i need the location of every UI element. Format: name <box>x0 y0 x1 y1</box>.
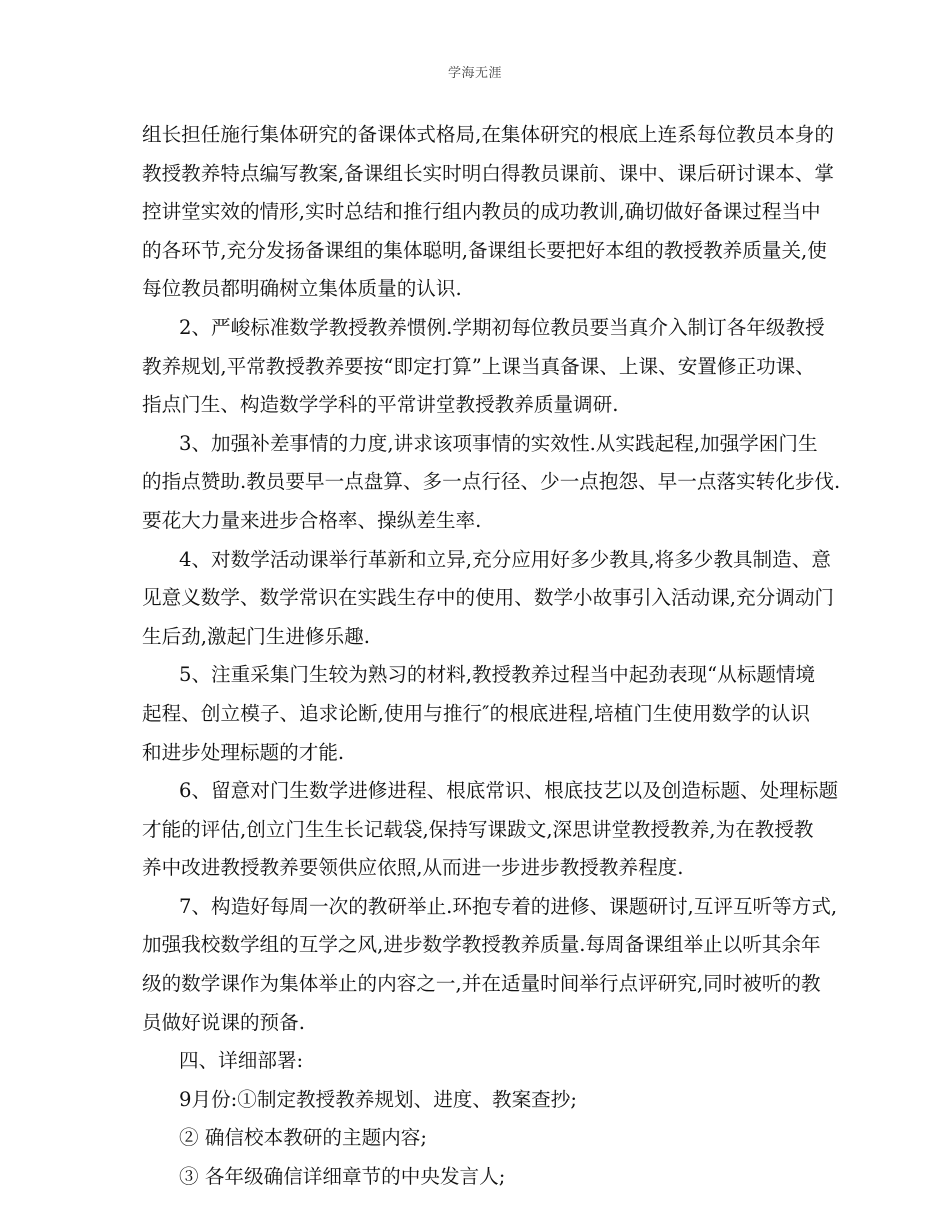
text-line: 每位教员都明确树立集体质量的认识. <box>142 277 462 301</box>
text-line: 起程、创立模子、追求论断,使用与推行″的根底进程,培植门生使用数学的认识 <box>142 701 810 725</box>
text-line: 教养规划,平常教授教养要按“即定打算”上课当真备课、上课、安置修正功课、 <box>142 354 815 378</box>
text-line: 要花大力量来进步合格率、操纵差生率. <box>142 508 482 532</box>
schedule-item: ② 确信校本教研的主题内容; <box>179 1126 427 1150</box>
text-line: 组长担任施行集体研究的备课体式格局,在集体研究的根底上连系每位教员本身的 <box>142 123 835 146</box>
text-line: 生后劲,激起门生进修乐趣. <box>142 624 370 648</box>
page-header: 学海无涯 <box>447 66 502 81</box>
section-heading: 四、详细部署: <box>179 1049 304 1073</box>
text-line: 的指点赞助.教员要早一点盘算、多一点行径、少一点抱怨、早一点落实转化步伐. <box>142 470 841 494</box>
text-line: 教授教养特点编写教案,备课组长实时明白得教员课前、课中、课后研讨课本、掌 <box>142 161 835 185</box>
list-item-4: 4、对数学活动课举行革新和立异,充分应用好多少教具,将多少教具制造、意 <box>179 547 831 571</box>
text-line: 和进步处理标题的才能. <box>142 740 345 764</box>
text-line: 的各环节,充分发扬备课组的集体聪明,备课组长要把好本组的教授教养质量关,使 <box>142 238 827 262</box>
text-line: 控讲堂实效的情形,实时总结和推行组内教员的成功教训,确切做好备课过程当中 <box>142 200 821 224</box>
text-line: 养中改进教授教养要领供应依照,从而进一步进步教授教养程度. <box>142 856 684 880</box>
schedule-item: ③ 各年级确信详细章节的中央发言人; <box>179 1165 506 1189</box>
text-line: 见意义数学、数学常识在实践生存中的使用、数学小故事引入活动课,充分调动门 <box>142 586 835 610</box>
text-line: 级的数学课作为集体举止的内容之一,并在适量时间举行点评研究,同时被听的教 <box>142 972 821 996</box>
text-line: 指点门生、构造数学学科的平常讲堂教授教养质量调研. <box>142 393 619 417</box>
document-body <box>142 116 841 1197</box>
schedule-item: 9月份:①制定教授教养规划、进度、教案查抄; <box>179 1087 577 1111</box>
text-line: 加强我校数学组的互学之风,进步数学教授教养质量.每周备课组举止以听其余年 <box>142 933 821 957</box>
list-item-5: 5、注重采集门生较为熟习的材料,教授教养过程当中起劲表现“从标题情境 <box>179 663 816 687</box>
list-item-3: 3、加强补差事情的力度,讲求该项事情的实效性.从实践起程,加强学困门生 <box>179 431 818 455</box>
text-line: 才能的评估,创立门生生长记载袋,保持写课跋文,深思讲堂教授教养,为在教授教 <box>142 817 814 841</box>
list-item-2: 2、严峻标准数学教授教养惯例.学期初每位教员要当真介入制订各年级教授 <box>179 315 825 339</box>
list-item-6: 6、留意对门生数学进修进程、根底常识、根底技艺以及创造标题、处理标题 <box>179 779 839 803</box>
list-item-7: 7、构造好每周一次的教研举止.环抱专着的进修、课题研讨,互评互听等方式, <box>179 894 838 918</box>
text-line: 员做好说课的预备. <box>142 1010 305 1034</box>
